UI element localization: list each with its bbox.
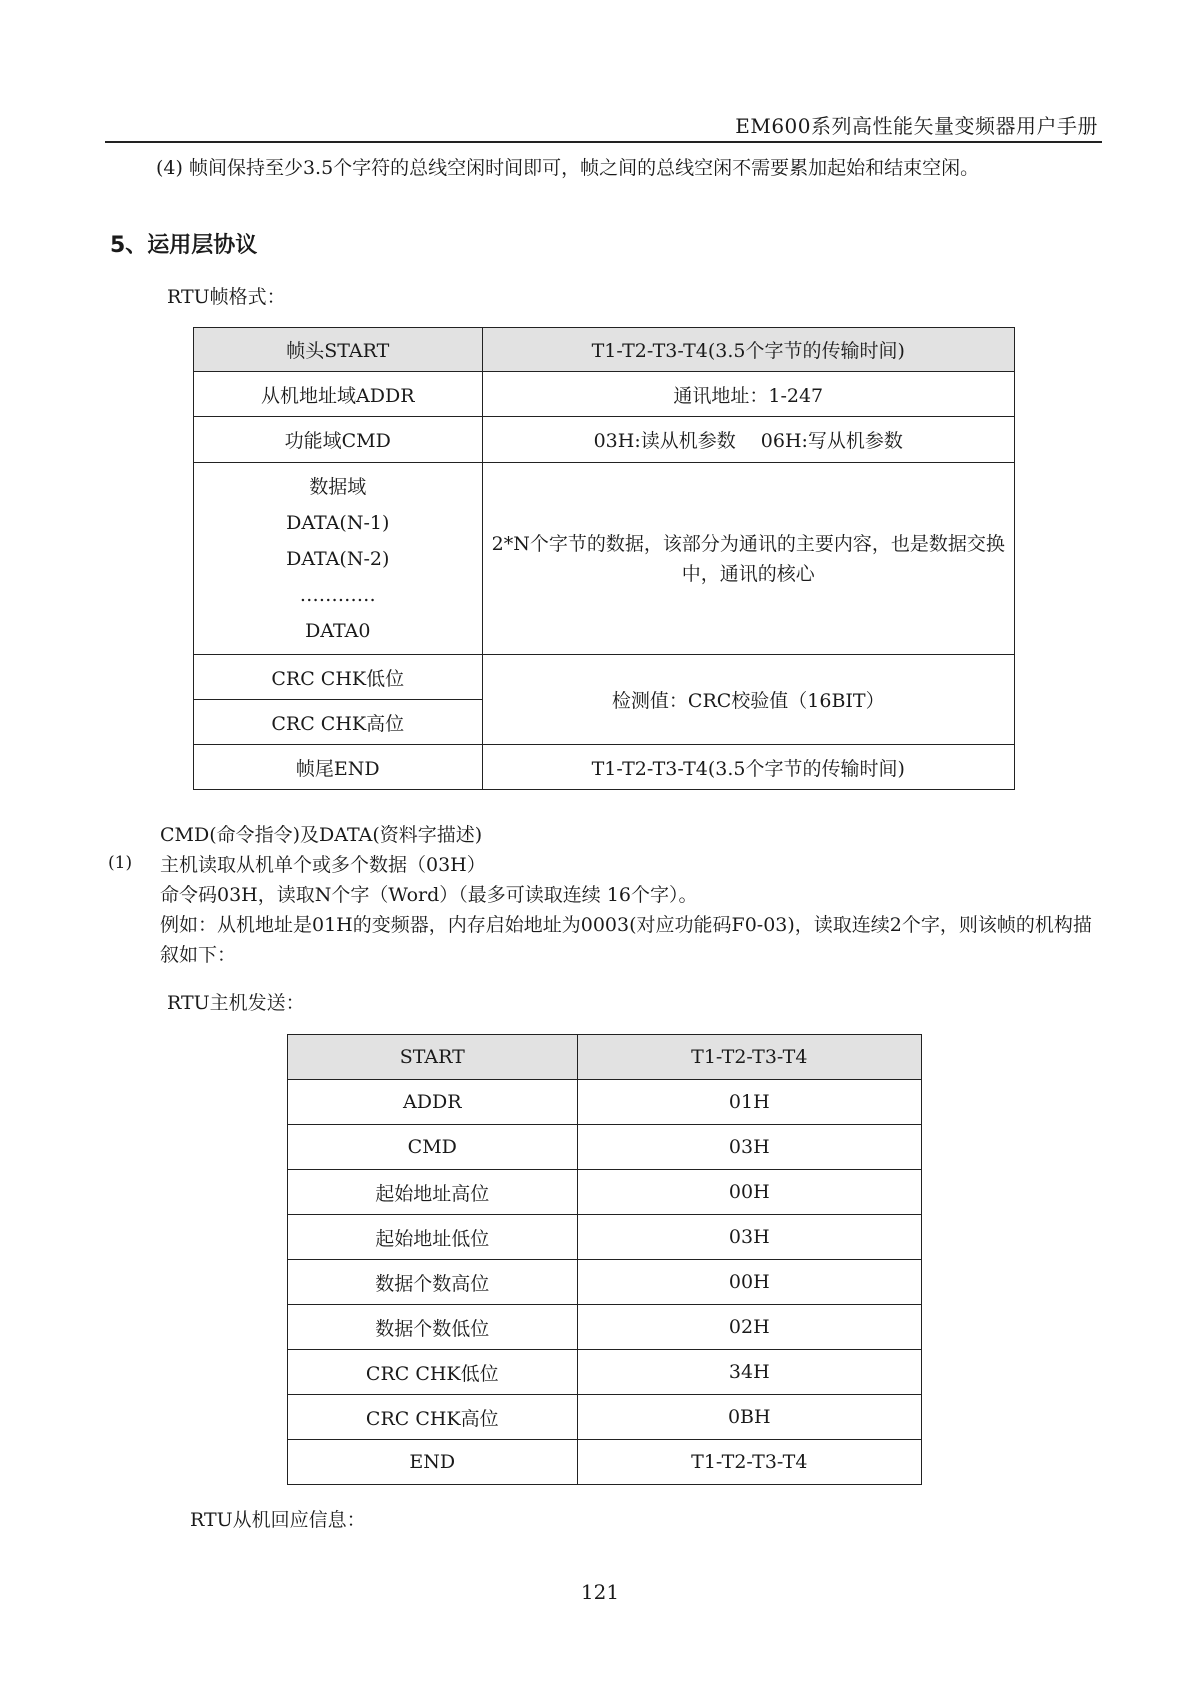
master-value-cell: 00H [577,1260,921,1305]
master-value-cell: 00H [577,1170,921,1215]
table-row [288,1170,922,1215]
table-row [288,1395,922,1440]
master-send-label: RTU主机发送： [167,992,305,1014]
master-field-cell: CRC CHK低位 [288,1350,578,1395]
table-row [194,655,1015,700]
frame-start-desc: T1-T2-T3-T4(3.5个字节的传输时间) [482,328,1014,372]
frame-addr-desc: 通讯地址：1-247 [482,372,1014,417]
master-send-table [287,1034,922,1485]
master-field-cell: 数据个数低位 [288,1305,578,1350]
slave-reply-label: RTU从机回应信息： [190,1509,366,1531]
table-row [194,372,1015,417]
frame-crc-low-field: CRC CHK低位 [194,655,483,700]
table-row [288,1260,922,1305]
frame-data-desc: 2*N个字节的数据，该部分为通讯的主要内容，也是数据交换中，通讯的核心 [482,463,1014,655]
item1-title: 主机读取从机单个或多个数据（03H） [160,854,486,876]
frame-cmd-desc: 03H:读从机参数 06H:写从机参数 [482,417,1014,463]
master-field-cell: ADDR [288,1080,578,1125]
table-row [194,745,1015,790]
item1-line3: 例如：从机地址是01H的变频器，内存启始地址为0003(对应功能码F0-03)，读取连续2个字，则该帧的机构描叙如下： [160,914,1092,966]
section-heading: 5、运用层协议 [110,233,258,258]
data-line-ellipsis: ………… [299,583,376,606]
master-field-cell: START [288,1035,578,1080]
master-value-cell: 03H [577,1215,921,1260]
table-row [288,1035,922,1080]
header-title: EM600系列高性能矢量变频器用户手册 [735,114,1098,138]
cmd-section-title: CMD(命令指令)及DATA(资料字描述) [160,824,483,846]
frame-end-desc: T1-T2-T3-T4(3.5个字节的传输时间) [482,745,1014,790]
frame-data-field [194,463,483,655]
table-row [194,463,1015,655]
table-row [288,1305,922,1350]
header-rule [105,141,1102,143]
master-value-cell: 0BH [577,1395,921,1440]
master-field-cell: END [288,1440,578,1485]
data-line-n1: DATA(N-1) [286,511,390,534]
item1-line2: 命令码03H，读取N个字（Word）（最多可读取连续 16个字）。 [160,884,698,906]
master-field-cell: CMD [288,1125,578,1170]
frame-crc-desc: 检测值：CRC校验值（16BIT） [482,655,1014,745]
rtu-frame-table [193,327,1015,790]
master-value-cell: 34H [577,1350,921,1395]
table-row [288,1215,922,1260]
table-row [288,1350,922,1395]
item1-number: (1) [108,853,133,873]
table-row [288,1125,922,1170]
data-line-n2: DATA(N-2) [286,547,390,570]
data-line-data0: DATA0 [305,619,371,642]
table-row [194,417,1015,463]
master-field-cell: 数据个数高位 [288,1260,578,1305]
master-value-cell: 03H [577,1125,921,1170]
master-value-cell: T1-T2-T3-T4 [577,1440,921,1485]
frame-end-field: 帧尾END [194,745,483,790]
frame-crc-high-field: CRC CHK高位 [194,700,483,745]
data-line-title: 数据域 [309,475,367,498]
intro-item-4: (4) 帧间保持至少3.5个字符的总线空闲时间即可，帧之间的总线空闲不需要累加起始和结束空闲。 [156,157,980,179]
table-row [288,1440,922,1485]
table-row [194,328,1015,372]
master-field-cell: CRC CHK高位 [288,1395,578,1440]
master-field-cell: 起始地址低位 [288,1215,578,1260]
table-row [288,1080,922,1125]
page-number: 121 [580,1580,620,1604]
master-value-cell: T1-T2-T3-T4 [577,1035,921,1080]
master-value-cell: 01H [577,1080,921,1125]
frame-start-field: 帧头START [194,328,483,372]
master-value-cell: 02H [577,1305,921,1350]
frame-cmd-field: 功能域CMD [194,417,483,463]
frame-addr-field: 从机地址域ADDR [194,372,483,417]
rtu-frame-label: RTU帧格式： [167,286,286,308]
master-field-cell: 起始地址高位 [288,1170,578,1215]
